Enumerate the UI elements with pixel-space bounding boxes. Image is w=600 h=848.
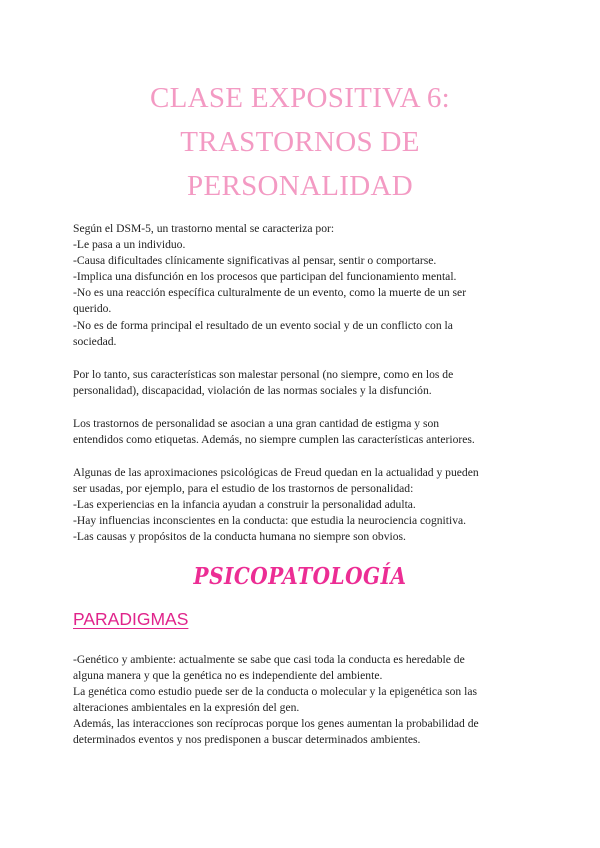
text-line: alteraciones ambientales en la expresión del gen. <box>73 701 300 715</box>
text-line: -Causa dificultades clínicamente significativas al pensar, sentir o comportarse. <box>73 254 437 268</box>
text-line: Por lo tanto, sus características son malestar personal (no siempre, como en los de <box>73 368 454 381</box>
page-title <box>0 76 600 208</box>
text-line: Según el DSM-5, un trastorno mental se caracteriza por: <box>73 222 335 235</box>
text-line: alguna manera y que la genética no es independiente del ambiente. <box>73 669 383 683</box>
text-line: ser usadas, por ejemplo, para el estudio de los trastornos de personalidad: <box>73 482 414 496</box>
text-line: -Las causas y propósitos de la conducta humana no siempre son obvios. <box>73 530 406 544</box>
text-line: Los trastornos de personalidad se asocian a una gran cantidad de estigma y son <box>73 417 440 430</box>
title-line-2: TRASTORNOS DE <box>180 126 420 158</box>
genetics-paragraph <box>73 652 533 749</box>
text-line: -No es de forma principal el resultado de un evento social y de un conflicto con la <box>73 318 453 332</box>
title-line-1: CLASE EXPOSITIVA 6: <box>149 82 451 114</box>
characteristics-paragraph <box>73 367 533 399</box>
text-line: entendidos como etiquetas. Además, no siempre cumplen las características anteriores. <box>73 433 475 447</box>
text-line: Algunas de las aproximaciones psicológicas de Freud quedan en la actualidad y pueden <box>73 466 479 479</box>
text-line: -Genético y ambiente: actualmente se sabe que casi toda la conducta es heredable de <box>73 653 465 666</box>
text-line: personalidad), discapacidad, violación de las normas sociales y la disfunción. <box>73 384 432 398</box>
text-line: determinados eventos y nos predisponen a buscar determinados ambientes. <box>73 733 421 747</box>
text-line: -No es una reacción específica culturalmente de un evento, como la muerte de un ser <box>73 286 467 300</box>
stigma-paragraph <box>73 416 533 448</box>
text-line: -Las experiencias en la infancia ayudan a construir la personalidad adulta. <box>73 498 416 512</box>
section-heading-psicopatologia: PSICOPATOLOGÍA <box>193 562 407 590</box>
text-line: Además, las interacciones son recíprocas porque los genes aumentan la probabilidad de <box>73 717 479 731</box>
text-line: -Le pasa a un individuo. <box>73 238 186 252</box>
text-line: La genética como estudio puede ser de la conducta o molecular y la epigenética son las <box>73 685 478 699</box>
title-line-3: PERSONALIDAD <box>187 170 413 202</box>
text-line: -Implica una disfunción en los procesos que participan del funcionamiento mental. <box>73 270 457 284</box>
freud-paragraph <box>73 465 533 545</box>
subheading-paradigmas: PARADIGMAS <box>73 609 189 629</box>
text-line: sociedad. <box>73 334 117 348</box>
dsm5-criteria-paragraph <box>73 221 533 350</box>
text-line: querido. <box>73 302 112 316</box>
text-line: -Hay influencias inconscientes en la conducta: que estudia la neurociencia cognitiva. <box>73 514 467 528</box>
